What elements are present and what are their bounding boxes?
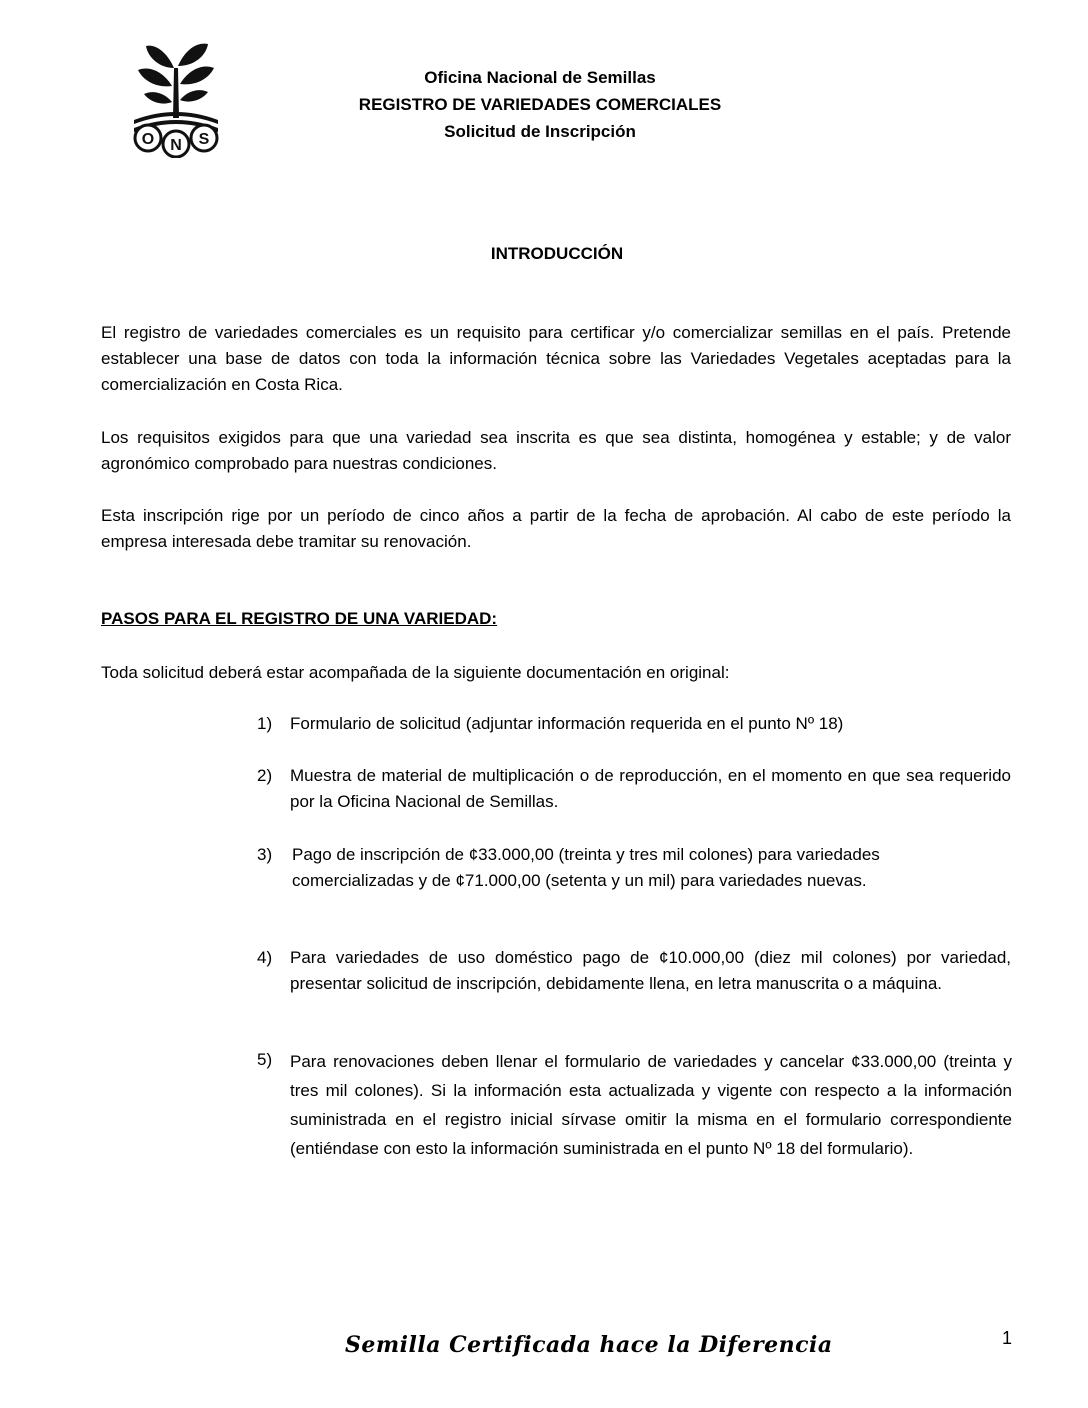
logo-letter-o: O [141,131,155,148]
leaf-low-right [180,90,208,102]
leaf-low-left [144,92,172,104]
document-header [300,64,780,145]
intro-paragraph-2: Los requisitos exigidos para que una variedad sea inscrita es que sea distinta, homogénea y estable; y de valor agronómico comprobado para nuestras condiciones. [101,428,1011,473]
intro-paragraph-3: Esta inscripción rige por un período de cinco años a partir de la fecha de aprobación. Al cabo de este período la empresa interesada debe tramitar su renovación. [101,506,1011,551]
logo-letter-n: N [170,137,182,154]
ons-logo [126,38,226,158]
intro-paragraph-1: El registro de variedades comerciales es un requisito para certificar y/o comercializar semillas en el país. Pretende establecer una base de datos con toda la información técnica sobre las Variedades Vegetales aceptadas para la comercialización en Costa Rica. [101,323,1011,394]
list-item-number: 3) [257,845,273,864]
steps-heading: PASOS PARA EL REGISTRO DE UNA VARIEDAD: [101,609,498,628]
list-item-text: Pago de inscripción de ¢33.000,00 (treinta y tres mil colones) para variedades comercializadas y de ¢71.000,00 (setenta y un mil) para variedades nuevas. [292,845,880,890]
list-item-number: 2) [257,766,273,785]
steps-intro: Toda solicitud deberá estar acompañada de la siguiente documentación en original: [101,663,730,682]
leaf-top-right [178,44,208,66]
header-registry: REGISTRO DE VARIEDADES COMERCIALES [358,95,722,114]
leaf-mid-left [138,69,172,87]
introduction-heading: INTRODUCCIÓN [490,244,624,263]
page-number: 1 [1002,1328,1013,1348]
header-office: Oficina Nacional de Semillas [424,68,656,87]
list-item-text: Para variedades de uso doméstico pago de ¢10.000,00 (diez mil colones) por variedad, presentar solicitud de inscripción, debidamente llena, en letra manuscrita o a máquina. [290,948,1011,993]
leaf-mid-right [180,67,214,85]
leaf-top-left [146,46,174,68]
list-item-number: 5) [257,1050,273,1069]
logo-letter-s: S [198,131,210,148]
list-item-number: 1) [257,714,273,733]
list-item-text: Muestra de material de multiplicación o de reproducción, en el momento en que sea requerido por la Oficina Nacional de Semillas. [290,766,1011,811]
list-item-text: Para renovaciones deben llenar el formulario de variedades y cancelar ¢33.000,00 (treinta y tres mil colones). Si la información esta actualizada y vigente con respecto a la información suministrada en el registro inicial sírvase omitir la misma en el formulario correspondiente (entiéndase con esto la información suministrada en el punto Nº 18 del formulario). [290,1052,1012,1158]
stem [173,68,179,118]
list-item-number: 4) [257,948,273,967]
header-form-title: Solicitud de Inscripción [444,122,636,141]
list-item-text: Formulario de solicitud (adjuntar información requerida en el punto Nº 18) [290,714,844,733]
footer-motto: Semilla Certificada hace la Diferencia [345,1332,833,1358]
